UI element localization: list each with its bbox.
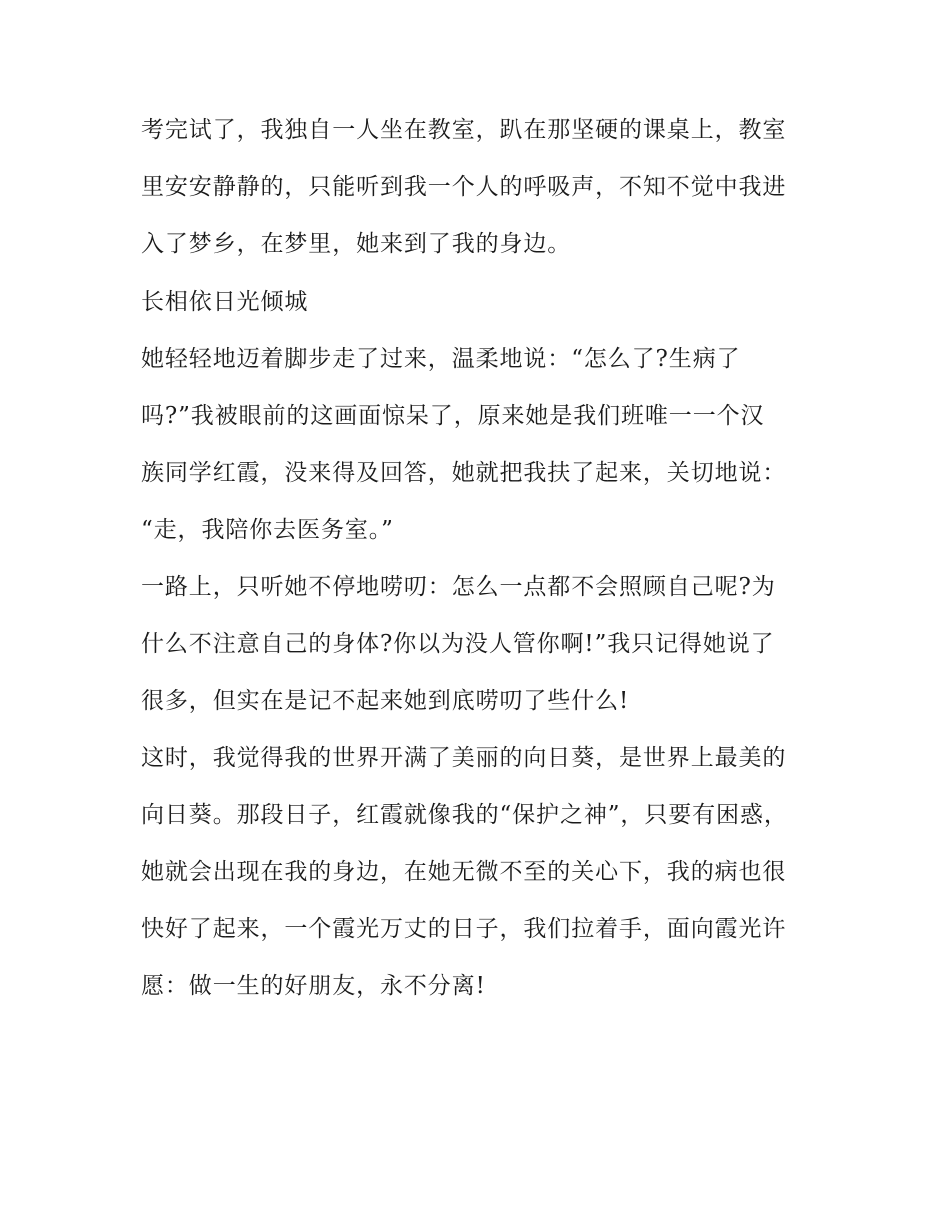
text-line: 里安安静静的，只能听到我一个人的呼吸声，不知不觉中我进 bbox=[141, 174, 787, 200]
text-line: 快好了起来，一个霞光万丈的日子，我们拉着手，面向霞光许 bbox=[141, 916, 787, 942]
text-line: 她轻轻地迈着脚步走了过来，温柔地说：“怎么了?生病了 bbox=[141, 346, 741, 372]
text-line: “走，我陪你去医务室。” bbox=[141, 517, 394, 543]
text-line: 向日葵。那段日子，红霞就像我的“保护之神”，只要有困惑， bbox=[141, 802, 788, 828]
text-line: 这时，我觉得我的世界开满了美丽的向日葵，是世界上最美的 bbox=[141, 745, 787, 771]
text-line: 考完试了，我独自一人坐在教室，趴在那坚硬的课桌上，教室 bbox=[141, 117, 787, 143]
text-line: 族同学红霞，没来得及回答，她就把我扶了起来，关切地说： bbox=[141, 460, 787, 486]
text-line: 一路上，只听她不停地唠叨：怎么一点都不会照顾自己呢?为 bbox=[141, 574, 776, 600]
text-line: 入了梦乡，在梦里，她来到了我的身边。 bbox=[141, 231, 572, 257]
text-line: 什么不注意自己的身体?你以为没人管你啊!”我只记得她说了 bbox=[141, 631, 775, 657]
section-heading: 长相依日光倾城 bbox=[141, 289, 309, 315]
text-line: 吗?”我被眼前的这画面惊呆了，原来她是我们班唯一一个汉 bbox=[141, 403, 765, 429]
text-line: 愿：做一生的好朋友，永不分离! bbox=[141, 973, 486, 999]
text-line: 她就会出现在我的身边，在她无微不至的关心下，我的病也很 bbox=[141, 859, 787, 885]
text-line: 很多，但实在是记不起来她到底唠叨了些什么! bbox=[141, 688, 630, 714]
